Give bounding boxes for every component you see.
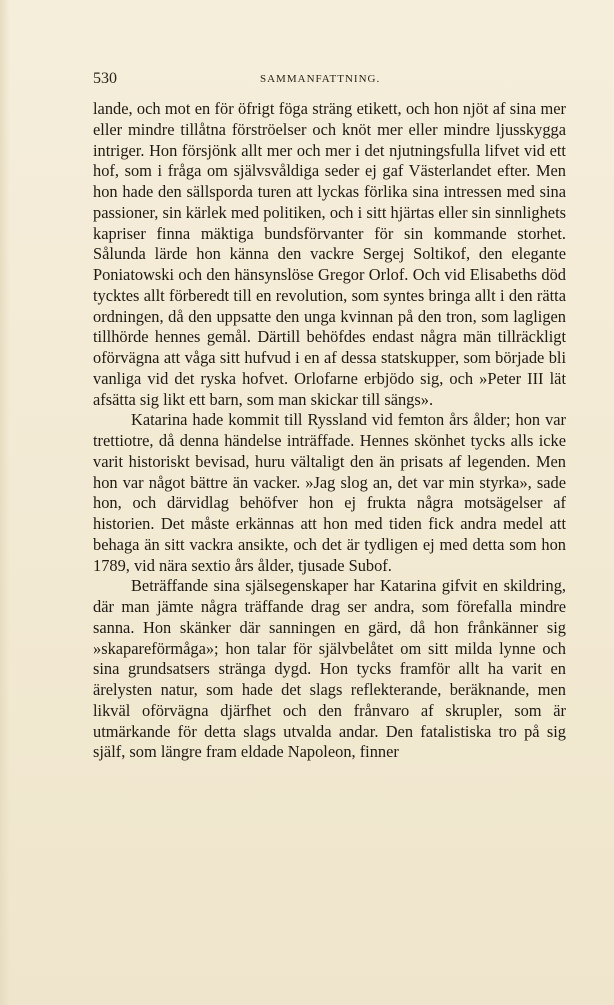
page-number: 530 (93, 70, 117, 87)
running-head: SAMMANFATTNING. (260, 73, 381, 85)
paragraph-1: lande, och mot en för öfrigt föga sträng etikett, och hon njöt af sina mer eller mindre tillåtna förströelser och knöt mer eller mindre ljusskygga intriger. Hon försjönk allt mer och mer i det njutningsfulla lifvet vid ett hof, som i fråga om självsvåldiga seder ej gaf Västerlandet efter. Men hon hade den sällsporda turen att lyckas förlika sina intressen med sina passioner, sin kärlek med politiken, och i sitt hjärtas eller sin sinnlighets kapriser finna mäktiga bundsförvanter för sin kommande storhet. Sålunda lärde hon känna den vackre Sergej Soltikof, den elegante Poniatowski och den hänsynslöse Gregor Orlof. Och vid Elisabeths död tycktes allt förberedt till en revolution, som syntes bringa allt i den rätta ordningen, då den uppsatte den unga kvinnan på den tron, som lagligen tillhörde hennes gemål. Därtill behöfdes endast några män tillräckligt oförvägna att våga sitt hufvud i en af dessa statskupper, som började bli vanliga vid det ryska hofvet. Orlofarne erbjödo sig, och »Peter III lät afsätta sig likt ett barn, som man skickar till sängs». (93, 99, 566, 409)
page-header (93, 70, 523, 92)
paragraph-2: Katarina hade kommit till Ryssland vid femton års ålder; hon var trettiotre, då denna händelse inträffade. Hennes skönhet tycks alls icke varit historiskt bevisad, huru vältaligt den än prisats af legenden. Men hon var något bättre än vacker. »Jag slog an, det var min styrka», sade hon, och därvidlag behöfver hon ej frukta några motsägelser af historien. Det måste erkännas att hon med tiden fick andra medel att behaga än sitt vackra ansikte, och det är tydligen ej med detta som hon 1789, vid nära sextio års ålder, tjusade Subof. (93, 410, 566, 575)
body-text (93, 99, 566, 763)
paragraph-3: Beträffande sina själsegenskaper har Katarina gifvit en skildring, där man jämte några träffande drag ser andra, som förefalla mindre sanna. Hon skänker där sanningen en gärd, då hon frånkänner sig »skapareförmåga»; hon talar för självbelåtet om sitt milda lynne och sina grundsatsers stränga dygd. Hon tycks framför allt ha varit en ärelysten natur, som hade det slags reflekterande, beräknande, men likväl oförvägna djärfhet och den frånvaro af skrupler, som är utmärkande för detta slags utvalda andar. Den fatalistiska tro på sig själf, som längre fram eldade Napoleon, finner (93, 576, 566, 762)
page-edge-shadow (0, 0, 10, 1005)
